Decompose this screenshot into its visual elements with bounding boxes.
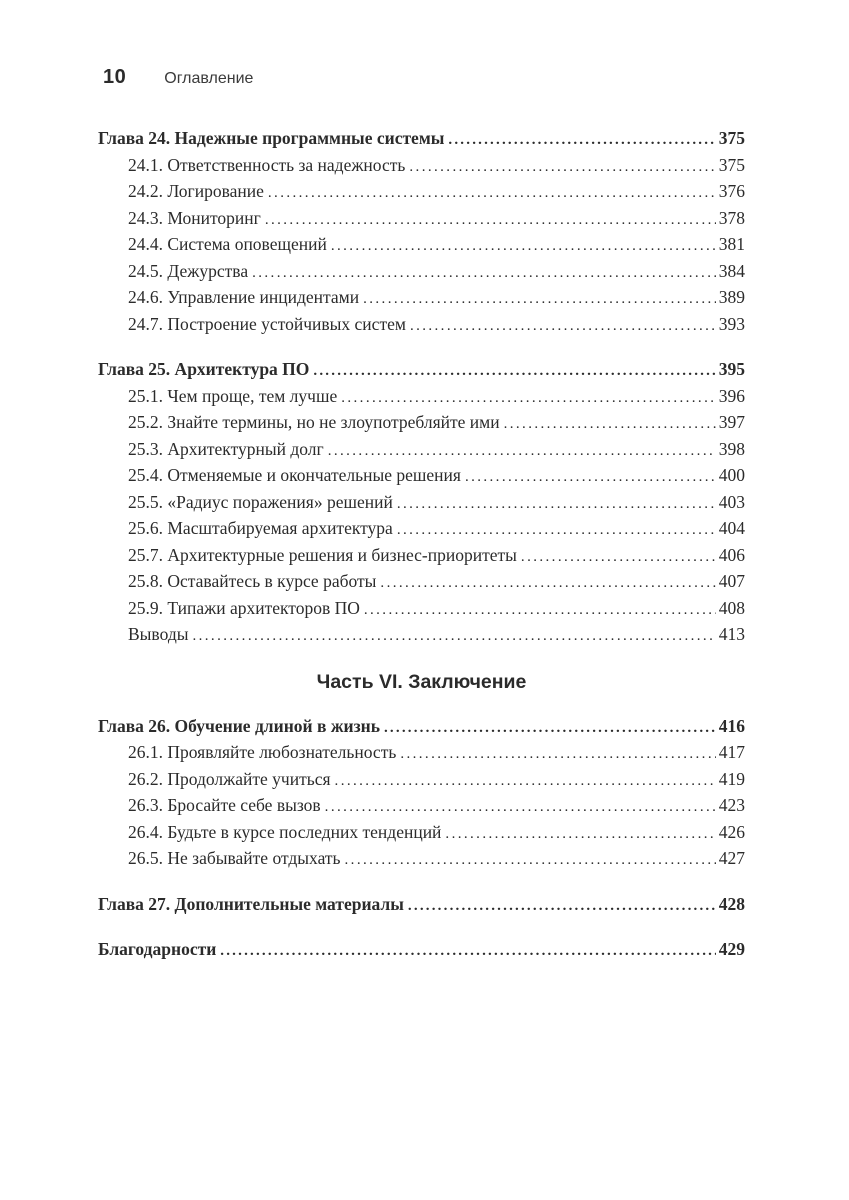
toc-entry-title: 25.9. Типажи архитекторов ПО (128, 597, 360, 618)
toc-heading-title: Глава 25. Архитектура ПО (98, 359, 310, 379)
toc-page-number: 396 (718, 385, 745, 406)
toc-entry-title: 25.1. Чем проще, тем лучше (128, 385, 338, 406)
toc-section (98, 126, 745, 338)
dot-leader (397, 490, 716, 517)
dot-leader (331, 232, 716, 259)
toc-page-number: 427 (718, 848, 745, 868)
dot-leader (504, 410, 716, 437)
dot-leader (325, 793, 716, 820)
toc-page-number: 398 (718, 438, 745, 459)
toc-entry-title: Выводы (128, 624, 189, 644)
dot-leader (397, 516, 716, 543)
dot-leader (220, 937, 715, 964)
toc-heading-row (98, 892, 745, 919)
toc-heading-row (98, 126, 745, 153)
toc-page-number: 400 (718, 465, 745, 485)
toc-entry-row (98, 793, 745, 820)
toc-entry-row (98, 569, 745, 596)
toc-entry-title: 26.3. Бросайте себе вызов (128, 795, 321, 815)
toc-entry-row (98, 846, 745, 873)
dot-leader (380, 569, 715, 596)
toc-page-number: 376 (718, 181, 745, 201)
toc-page-number: 417 (718, 742, 745, 762)
toc-entry-row (98, 516, 745, 543)
toc-page-number: 423 (718, 795, 745, 815)
toc-heading-row (98, 714, 745, 741)
toc-entry-title: 25.4. Отменяемые и окончательные решения (128, 465, 461, 485)
toc-section (98, 714, 745, 873)
toc-page-number: 395 (718, 359, 745, 379)
toc-page-number: 428 (718, 893, 745, 914)
toc-page-number: 397 (718, 412, 745, 432)
toc-section (98, 937, 745, 964)
toc-page-number: 408 (718, 597, 745, 618)
dot-leader (465, 463, 716, 490)
toc-entry-title: 25.3. Архитектурный долг (128, 438, 324, 459)
toc-entry-title: 24.5. Дежурства (128, 260, 249, 281)
toc-page-number: 406 (718, 544, 745, 565)
dot-leader (521, 543, 716, 570)
dot-leader (252, 259, 716, 286)
toc-page-number: 426 (718, 821, 745, 842)
toc-page-number: 389 (718, 287, 745, 307)
dot-leader (408, 892, 716, 919)
toc-entry-row (98, 285, 745, 312)
dot-leader (409, 153, 715, 180)
toc-page-number: 403 (718, 491, 745, 512)
toc-entry-title: 25.8. Оставайтесь в курсе работы (128, 571, 377, 591)
dot-leader (364, 596, 716, 623)
dot-leader (384, 714, 716, 741)
toc-page-number: 429 (718, 939, 745, 959)
toc-entry-title: 24.2. Логирование (128, 181, 264, 201)
toc-entry-row (98, 596, 745, 623)
toc-heading-row (98, 357, 745, 384)
toc-section (98, 357, 745, 649)
toc-entry-row (98, 312, 745, 339)
toc-entry-title: 25.7. Архитектурные решения и бизнес-приоритеты (128, 544, 517, 565)
toc-page-number: 381 (718, 234, 745, 254)
dot-leader (335, 767, 716, 794)
toc-entry-row (98, 622, 745, 649)
dot-leader (400, 740, 715, 767)
toc-entry-row (98, 767, 745, 794)
dot-leader (345, 846, 716, 873)
toc-entry-row (98, 179, 745, 206)
dot-leader (448, 126, 715, 153)
toc-page-number: 375 (718, 128, 745, 148)
toc-page-number: 375 (718, 154, 745, 175)
dot-leader (265, 206, 716, 233)
dot-leader (445, 820, 715, 847)
toc-entry-row (98, 259, 745, 286)
toc-entry-title: 24.3. Мониторинг (128, 207, 261, 228)
dot-leader (192, 622, 715, 649)
running-header-title: Оглавление (164, 70, 254, 87)
toc-page-number: 407 (718, 571, 745, 591)
toc-entry-row (98, 153, 745, 180)
toc-page-number: 393 (718, 313, 745, 334)
dot-leader (268, 179, 716, 206)
toc-entry-title: 24.4. Система оповещений (128, 234, 327, 254)
toc-entry-title: 26.2. Продолжайте учиться (128, 768, 331, 789)
toc-entry-title: 24.7. Построение устойчивых систем (128, 313, 406, 334)
toc-entry-row (98, 437, 745, 464)
toc-entry-title: 24.1. Ответственность за надежность (128, 154, 406, 175)
part-heading: Часть VI. Заключение (316, 670, 527, 693)
toc-entry-row (98, 463, 745, 490)
toc-entry-row (98, 543, 745, 570)
toc-heading-title: Глава 26. Обучение длиной в жизнь (98, 715, 380, 736)
dot-leader (341, 384, 716, 411)
toc-heading-row (98, 937, 745, 964)
toc-page-number: 419 (718, 768, 745, 789)
toc-heading-title: Благодарности (98, 939, 217, 959)
page-header (0, 0, 849, 89)
toc-entry-row (98, 410, 745, 437)
toc-page-number: 378 (718, 207, 745, 228)
toc-entry-title: 26.4. Будьте в курсе последних тенденций (128, 821, 442, 842)
toc-entry-row (98, 820, 745, 847)
toc-entry-title: 25.2. Знайте термины, но не злоупотребляйте ими (128, 412, 500, 432)
page-number: 10 (103, 66, 127, 88)
dot-leader (363, 285, 716, 312)
toc-entry-title: 25.6. Масштабируемая архитектура (128, 518, 393, 538)
toc-page-number: 413 (718, 624, 745, 644)
dot-leader (313, 357, 715, 384)
toc-entry-row (98, 740, 745, 767)
toc-entry-title: 25.5. «Радиус поражения» решений (128, 491, 393, 512)
toc (0, 126, 849, 964)
toc-page-number: 404 (718, 518, 745, 538)
toc-entry-title: 26.1. Проявляйте любознательность (128, 742, 397, 762)
toc-entry-row (98, 232, 745, 259)
toc-entry-title: 26.5. Не забывайте отдыхать (128, 848, 341, 868)
toc-entry-title: 24.6. Управление инцидентами (128, 287, 360, 307)
toc-entry-row (98, 490, 745, 517)
toc-entry-row (98, 206, 745, 233)
toc-section (98, 892, 745, 919)
toc-entry-row (98, 384, 745, 411)
dot-leader (410, 312, 716, 339)
toc-heading-title: Глава 24. Надежные программные системы (98, 128, 445, 148)
toc-heading-title: Глава 27. Дополнительные материалы (98, 893, 404, 914)
toc-page-number: 416 (718, 715, 745, 736)
dot-leader (328, 437, 716, 464)
toc-page-number: 384 (718, 260, 745, 281)
